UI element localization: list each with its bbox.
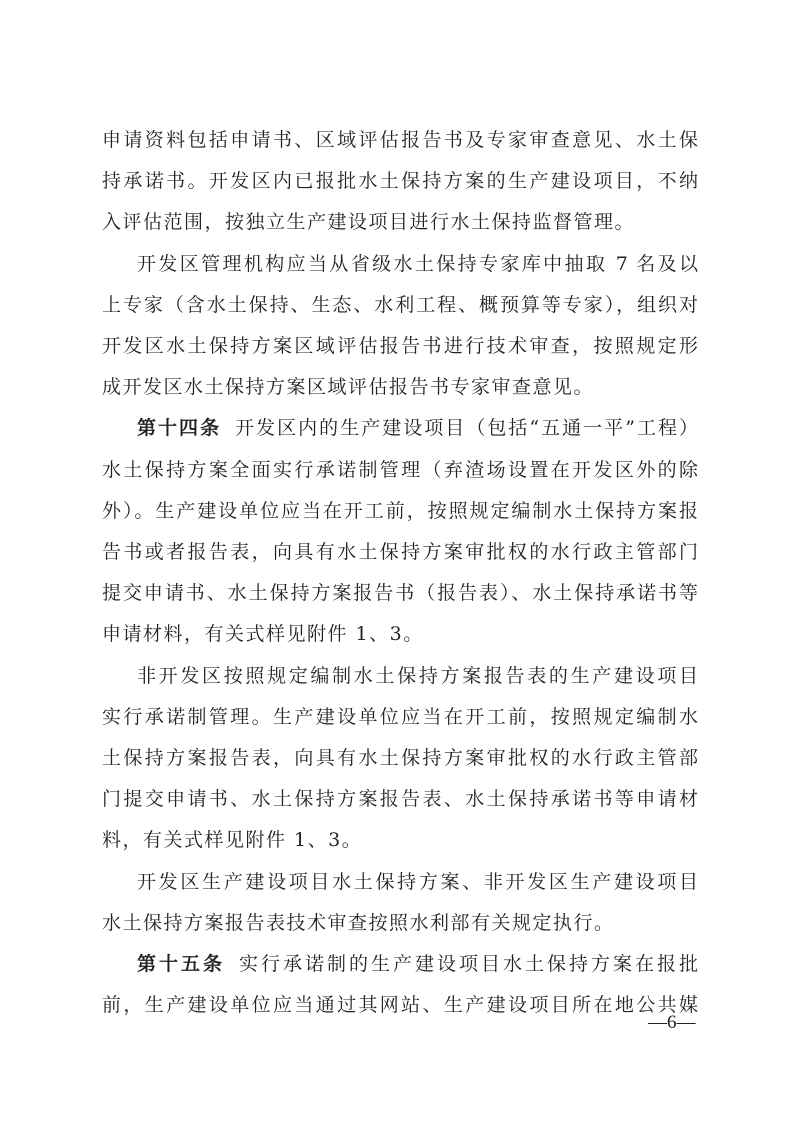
text-line: 非开发区按照规定编制水土保持方案报告表的生产建设项目 (137, 664, 698, 687)
text-line: 开发区生产建设项目水土保持方案、非开发区生产建设项目 (137, 870, 698, 893)
page-number: —6— (648, 1012, 696, 1033)
document-body (102, 120, 698, 1026)
text-line: 成开发区水土保持方案区域评估报告书专家审查意见。 (102, 376, 595, 399)
text-line: 外）。生产建设单位应当在开工前，按照规定编制水土保持方案报 (102, 499, 698, 522)
text-line: 入评估范围，按独立生产建设项目进行水土保持监督管理。 (102, 211, 636, 234)
text-line: 开发区内的生产建设项目（包括“五通一平”工程） (235, 417, 698, 440)
text-line: 前，生产建设单位应当通过其网站、生产建设项目所在地公共媒 (102, 994, 698, 1017)
text-line: 水土保持方案全面实行承诺制管理（弃渣场设置在开发区外的除 (102, 458, 698, 481)
article-15-heading: 第十五条 (137, 953, 225, 976)
text-line: 实行承诺制管理。生产建设单位应当在开工前，按照规定编制水 (102, 705, 698, 728)
article-14-line (102, 408, 698, 449)
text-line: 申请资料包括申请书、区域评估报告书及专家审查意见、水土保 (102, 129, 698, 151)
text-line: 持承诺书。开发区内已报批水土保持方案的生产建设项目，不纳 (102, 170, 698, 193)
text-line: 开发区管理机构应当从省级水土保持专家库中抽取 7 名及以 (137, 252, 698, 275)
article-14-heading: 第十四条 (137, 417, 222, 440)
text-line: 料，有关式样见附件 1、3。 (102, 829, 363, 852)
text-line: 水土保持方案报告表技术审查按照水利部有关规定执行。 (102, 911, 615, 934)
text-line: 申请材料，有关式样见附件 1、3。 (102, 623, 424, 646)
text-line: 实行承诺制的生产建设项目水土保持方案在报批 (239, 953, 698, 976)
text-line: 门提交申请书、水土保持方案报告表、水土保持承诺书等申请材 (102, 788, 698, 811)
text-line: 土保持方案报告表，向具有水土保持方案审批权的水行政主管部 (102, 747, 698, 770)
text-line: 告书或者报告表，向具有水土保持方案审批权的水行政主管部门 (102, 541, 698, 564)
text-line: 上专家（含水土保持、生态、水利工程、概预算等专家），组织对 (102, 293, 698, 316)
article-15-line (102, 944, 698, 985)
text-line: 开发区水土保持方案区域评估报告书进行技术审查，按照规定形 (102, 335, 698, 358)
text-line: 提交申请书、水土保持方案报告书（报告表）、水土保持承诺书等 (102, 582, 698, 605)
